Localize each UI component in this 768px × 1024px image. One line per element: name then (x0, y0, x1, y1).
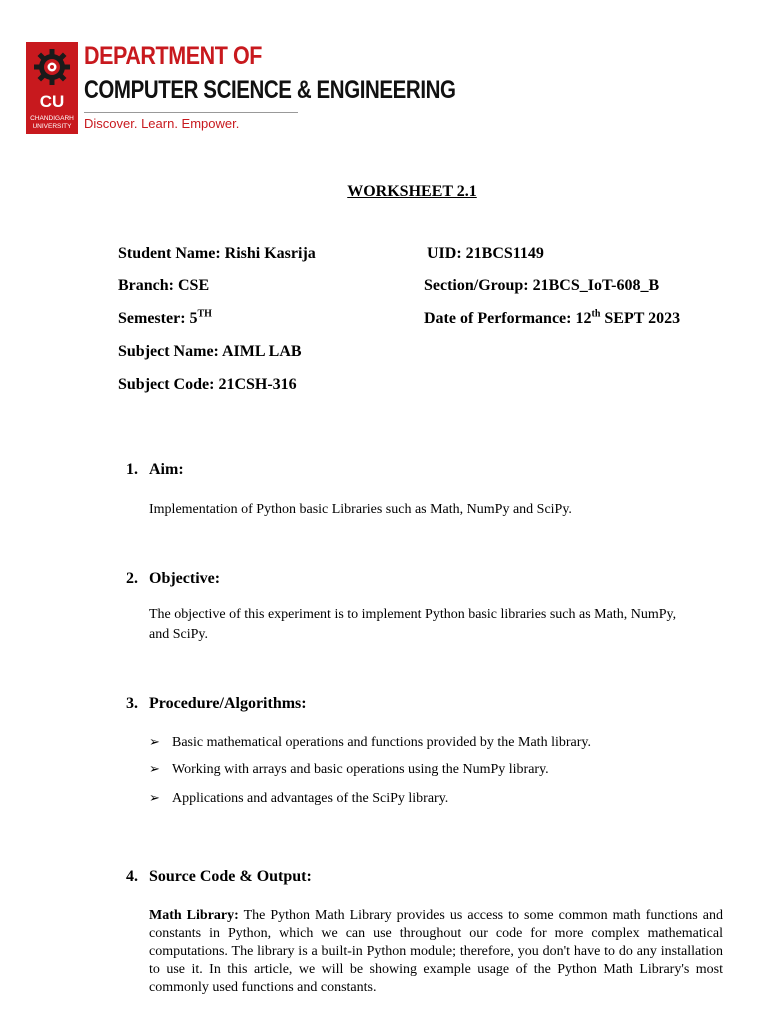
branch: Branch: CSE (118, 277, 210, 294)
tagline: Discover. Learn. Empower. (84, 116, 240, 131)
objective-number: 2. (126, 570, 138, 587)
source-heading (126, 868, 312, 886)
student-uid: UID: 21BCS1149 (427, 245, 544, 262)
aim-number: 1. (126, 461, 138, 478)
university-logo (26, 42, 78, 134)
objective-text-line2: and SciPy. (149, 627, 208, 642)
date-of-performance (424, 310, 680, 328)
date-sup: th (591, 308, 601, 320)
objective-heading-text: Objective: (149, 570, 221, 587)
procedure-heading-text: Procedure/Algorithms: (149, 695, 307, 712)
source-heading-text: Source Code & Output: (149, 868, 312, 885)
list-item (149, 791, 448, 807)
procedure-bullet-1: Basic mathematical operations and functions provided by the Math library. (172, 735, 591, 750)
student-name: Student Name: Rishi Kasrija (118, 245, 316, 262)
procedure-number: 3. (126, 695, 138, 712)
arrow-bullet-icon: ➢ (149, 791, 160, 806)
procedure-bullet-3: Applications and advantages of the SciPy library. (172, 791, 449, 806)
date-text: Date of Performance: 12 (424, 310, 592, 327)
semester-sup: TH (197, 308, 212, 320)
aim-heading (126, 461, 184, 479)
aim-text: Implementation of Python basic Libraries such as Math, NumPy and SciPy. (149, 502, 572, 517)
aim-heading-text: Aim: (149, 461, 184, 478)
objective-text-line1: The objective of this experiment is to implement Python basic libraries such as Math, NumPy, (149, 607, 677, 622)
logo-cu-text: CU (39, 92, 65, 111)
arrow-bullet-icon: ➢ (149, 762, 160, 777)
logo-university-text (26, 115, 78, 131)
subject-code: Subject Code: 21CSH-316 (118, 376, 297, 393)
procedure-bullet-2: Working with arrays and basic operations using the NumPy library. (172, 762, 549, 777)
semester (118, 310, 212, 328)
math-library-text: The Python Math Library provides us access to some common math functions and constants in Python, which we can use throughout our code for more complex mathematical computations. The library is a built-in Python module; therefore, you don't have to do any installation to use it. In this article, we will be showing example usage of the Python Math Library's most commonly used functions and constants. (149, 908, 723, 995)
arrow-bullet-icon: ➢ (149, 735, 160, 750)
semester-text: Semester: 5 (118, 310, 198, 327)
department-title-line2: COMPUTER SCIENCE & ENGINEERING (84, 76, 456, 104)
list-item (149, 735, 591, 751)
gear-emblem-icon (26, 42, 78, 92)
math-library-paragraph (149, 907, 723, 997)
list-item (149, 762, 549, 778)
source-number: 4. (126, 868, 138, 885)
logo-university-line1: CHANDIGARH (30, 115, 74, 122)
procedure-heading (126, 695, 307, 713)
department-title-line1: DEPARTMENT OF (84, 42, 262, 70)
date-suffix: SEPT 2023 (600, 310, 681, 327)
math-library-label: Math Library: (149, 908, 239, 923)
subject-name: Subject Name: AIML LAB (118, 343, 302, 360)
objective-text (149, 605, 723, 645)
worksheet-title: WORKSHEET 2.1 (347, 183, 477, 200)
section-group: Section/Group: 21BCS_IoT-608_B (424, 277, 660, 294)
logo-university-line2: UNIVERSITY (32, 123, 72, 130)
objective-heading (126, 570, 220, 588)
header-divider (84, 112, 298, 113)
